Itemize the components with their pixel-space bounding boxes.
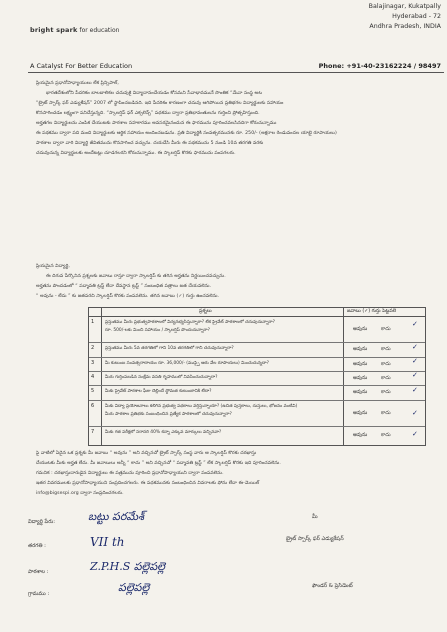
school-value[interactable]: Z.P.H.S పల్లెపల్లె: [90, 560, 165, 573]
paragraph-line: గమనిక : దరఖాస్తుదారుడైన విద్యార్థులు ఈ పత్రమును పూరించి ప్రధానోపాధ్యాయుని ద్వారా పంపవలెను.: [36, 471, 224, 476]
paragraph-line: అర్హతగల విద్యార్థులను ఎంపిక చేయుటకు పాఠశాల సహకారము అవసరమైనందున ఈ ఫారమును పూరించవలసినదిగా కోరుచున్నాము: [36, 121, 277, 126]
class-value[interactable]: VII th: [90, 535, 125, 549]
row-question: [105, 319, 339, 335]
tagline: A Catalyst For Better Education: [30, 62, 133, 70]
brand-logo: [30, 26, 119, 34]
row-question: [105, 403, 339, 419]
table-header: [89, 308, 425, 317]
row-question: [105, 345, 339, 353]
row-number: 1: [91, 319, 95, 325]
table-row: [89, 427, 425, 444]
question-line: ప్రస్తుతము మీరు ప్రభుత్వపాఠశాలలో విద్యనభ్యసిస్తున్నారా? లేక ప్రైవేట్ పాఠశాలలో చదువుచున్నారా?: [105, 320, 275, 325]
table-row: [89, 343, 425, 358]
paragraph-line: భారతదేశంలోని పేదరికం బాలబాలికల చదువుకై విద్యాదానంచేయడం కోసమని సేవాభావమునే సొంతిక “మేవా సంస్థ అట: [46, 91, 262, 96]
yes-option[interactable]: అవును: [353, 375, 368, 381]
paragraph-line: చేయుటకు మీకు అర్హత లేదు. మీ జవాబులు అన్నీ “ కాదు ” అని వచ్చినచో “ పద్మావతి ట్రస్ట్ ” లేక స్కాలర్షిప్ కొరకు ఇది పూరించవలెను.: [36, 461, 281, 466]
row-number: 5: [91, 388, 95, 394]
handwritten-tick-icon: ✓: [412, 371, 418, 379]
handwritten-tick-icon: ✓: [412, 386, 418, 394]
founder-label: ఫౌండర్ & ప్రెసిడెంట్: [312, 583, 353, 589]
logo-suffix: for education: [79, 27, 120, 34]
table-row: [89, 401, 425, 427]
row-question: [105, 429, 339, 437]
paragraph-line: ఇతర వివరములకు ప్రధానోపాధ్యాయుని సంప్రదించగలరు. ఈ పథకమునకు సంబంధించిన వివరాలకు ఫోను లేదా ఈ-మెయిల్: [36, 481, 260, 486]
eligibility-table: [88, 307, 426, 446]
table-row: [89, 386, 425, 401]
paragraph-line: info@bigsespi.org ద్వారా సంప్రదించగలరు.: [36, 491, 124, 496]
no-option[interactable]: కాదు: [381, 410, 391, 416]
question-line: మీ కుటుంబ సంవత్సరాదాయం రూ. 36,000/- (ముప్పై ఆరు వేల రూపాయలు) మించుచున్నదా?: [105, 361, 269, 366]
student-paragraph: [36, 262, 436, 302]
row-number: 4: [91, 374, 95, 380]
school-label: పాఠశాల :: [28, 569, 49, 575]
paragraph-line: ఈ పథకము ద్వారా పది మంది విద్యార్థులకు ఆర్థిక సహాయం అందించబడును. ప్రతి విద్యార్థికి సంవత్సరమునకు రూ. 250/- (అక్షరాల రెండువందల యాభై రూపాయలు): [36, 131, 337, 136]
row-number: 3: [91, 360, 95, 366]
question-line: మీరు గుర్తింపబడిన సంక్షేమ వసతి గృహములో నివసించుచున్నారా?: [105, 375, 218, 380]
paragraph-line: పాఠశాల ద్వారా వారి విద్యార్థి జీవితమును కొనసాగించ వచ్చును. దయచేసి మీరు ఈ పథకమును 5 నుండి 10వ తరగతి వరకు: [36, 141, 264, 146]
table-row: [89, 358, 425, 372]
intro-paragraph: [36, 79, 436, 159]
yes-option[interactable]: అవును: [353, 346, 368, 352]
row-question: [105, 388, 339, 396]
no-option[interactable]: కాదు: [381, 361, 391, 367]
paragraph-line: “బ్రైట్ స్పార్క్ ఫర్ ఎడ్యుకేషన్” 2007 లో స్థాపించబడినది. ఇది పేదరికం కారణంగా చదువు ఆగిపోయిన ప్రతిభగల విద్యార్థులకు సహాయం: [36, 101, 284, 106]
address-line: Andhra Pradesh, INDIA: [369, 23, 441, 30]
yes-option[interactable]: అవును: [353, 410, 368, 416]
no-option[interactable]: కాదు: [381, 432, 391, 438]
signature-salutation: మీ: [312, 514, 318, 520]
question-line: ప్రస్తుతము మీరు 5వ తరగతిలో గాని 10వ తరగతిలో గాని చదువుచున్నారా?: [105, 346, 234, 351]
student-name-value[interactable]: బట్టు పరమేశ్: [88, 510, 145, 523]
handwritten-tick-icon: ✓: [412, 320, 418, 328]
question-line: మీకు గత పరీక్షలో సరాసరి 40% కన్నా ఎక్కువ మార్కులు వచ్చినవా?: [105, 430, 222, 435]
yes-option[interactable]: అవును: [353, 361, 368, 367]
address-line: Balajinagar, Kukatpally: [368, 3, 441, 10]
row-number: 2: [91, 345, 95, 351]
no-option[interactable]: కాదు: [381, 346, 391, 352]
address-block: [369, 2, 441, 32]
handwritten-tick-icon: ✓: [412, 343, 418, 351]
instructions-paragraph: [36, 449, 436, 499]
paragraph-line: “ అవును - లేదు ” కు జతపరచి స్కాలర్షిప్ కొరకు పంపవలెను. తగిన జవాబు (✓) గుర్తు ఉంచవలెను.: [36, 294, 220, 299]
table-row: [89, 372, 425, 386]
organisation-label: బ్రైట్ స్పార్క్ ఫర్ ఎడ్యుకేషన్: [286, 536, 344, 542]
question-line: మీరు పాఠశాల ప్రతిభకు సంబంధించిన ప్రత్యేక పాఠశాలలో చదువుచున్నారా?: [105, 412, 232, 417]
handwritten-tick-icon: ✓: [412, 409, 418, 417]
yes-option[interactable]: అవును: [353, 389, 368, 395]
village-value[interactable]: పల్లెపల్లె: [118, 581, 150, 594]
yes-option[interactable]: అవును: [353, 432, 368, 438]
class-label: తరగతి :: [28, 543, 46, 549]
header-questions: ప్రశ్నలు: [199, 309, 212, 314]
no-option[interactable]: కాదు: [381, 326, 391, 332]
paragraph-line: పై వాటిలో ఏదైన ఒక ప్రశ్నకు మీ జవాబు “ అవును ” అని వచ్చినచో బ్రైట్ స్పార్క్ సంస్థ వారు ఆ స్కాలర్షిప్ కొరకు దరఖాస్తు: [36, 451, 257, 456]
question-line: మీకు విద్యా ప్రయోజనాలు కలిగిన ప్రభుత్వ పథకాలు వర్తిస్తున్నాయా? (ఉచిత పుస్తకాలు, దుస్తులు, భోజనం వంటివి): [105, 404, 298, 409]
header-divider: [28, 72, 444, 73]
paragraph-line: కొనసాగించడం లక్ష్యంగా పనిచేస్తున్నది. “స్కాలర్షిప్ ఫర్ ఎక్సలెన్స్” పథకము ద్వారా ప్రతిభావంతులను గుర్తించి ప్రోత్సహిస్తుంది.: [36, 111, 260, 116]
paragraph-line: ఈ దిగువ పేర్కొనిన ప్రశ్నలకు జవాబు రాస్తూ ద్వారా స్కాలర్షిప్ కు తగిన అర్హతను నిర్ణయించవచ్చును.: [46, 274, 226, 279]
phone-number: Phone: +91-40-23162224 / 98497: [318, 62, 441, 70]
salutation-student: ప్రియమైన విద్యార్థి,: [36, 264, 70, 269]
table-row: [89, 317, 425, 343]
paragraph-line: అర్హతను పొందడంలో “ పద్మావతి ట్రస్ట్ లేదా దేవస్థాన ట్రస్ట్ ” సంబంధిత పత్రాలు జత చేయవలెను.: [36, 284, 212, 289]
row-number: 6: [91, 403, 95, 409]
salutation: ప్రియమైన ప్రధానోపాధ్యాయులు లేక ప్రిన్సిపాల్,: [36, 81, 119, 86]
paragraph-line: చదువుచున్న విద్యార్థులకు అందేటట్లు చూడగలరని కోరుచున్నాము. ఈ స్కాలర్షిప్ కొరకు ఫారమును పంపగలరు.: [36, 151, 236, 156]
handwritten-tick-icon: ✓: [412, 357, 418, 365]
no-option[interactable]: కాదు: [381, 375, 391, 381]
row-question: [105, 360, 339, 368]
question-line: రూ. 500/-లకు మించి సహాయం / స్కాలర్షిప్ పొందుచున్నారా?: [105, 328, 211, 333]
village-label: గ్రామము :: [28, 591, 50, 597]
row-question: [105, 374, 339, 382]
student-name-label: విద్యార్థి పేరు:: [28, 519, 56, 525]
row-number: 7: [91, 429, 95, 435]
handwritten-tick-icon: ✓: [412, 430, 418, 438]
address-line: Hyderabad - 72: [392, 13, 441, 20]
no-option[interactable]: కాదు: [381, 389, 391, 395]
yes-option[interactable]: అవును: [353, 326, 368, 332]
question-line: మీకు ప్రైవేట్ పాఠశాల ఫీజు చెల్లించే స్థోమత కుటుంబానికి లేదా?: [105, 389, 212, 394]
logo-text: bright spark: [30, 26, 78, 34]
header-answer: జవాబు (✓) గుర్తు పెట్టవలె: [347, 309, 397, 314]
